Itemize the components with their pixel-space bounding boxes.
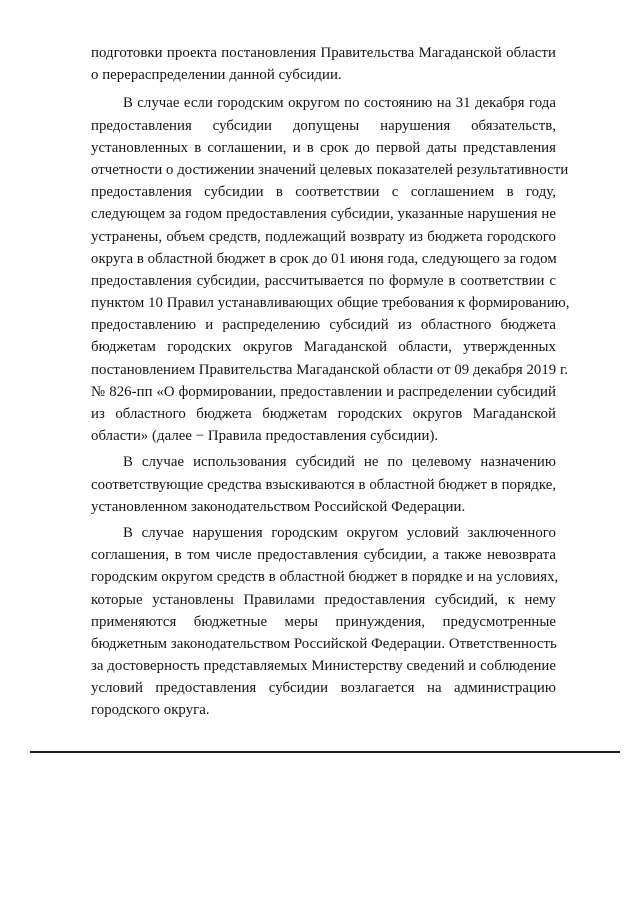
text-line: из областного бюджета бюджетам городских округов Магаданской bbox=[91, 406, 556, 422]
text-line: установленном законодательством Российской Федерации. bbox=[91, 498, 466, 515]
text-line: отчетности о достижении значений целевых показателей результативности bbox=[91, 161, 569, 178]
text-line: условий предоставления субсидии возлагается на администрацию bbox=[91, 680, 556, 697]
text-line: устранены, объем средств, подлежащий возврату из бюджета городского bbox=[91, 228, 556, 245]
text-line: предоставления субсидии в соответствии с соглашением в году, bbox=[91, 184, 556, 201]
text-line: бюджетам городских округов Магаданской области, утвержденных bbox=[91, 339, 556, 356]
text-line: применяются бюджетные меры принуждения, предусмотренные bbox=[91, 613, 556, 630]
horizontal-divider bbox=[30, 751, 620, 753]
text-line: предоставления субсидии, рассчитывается по формуле в соответствии с bbox=[91, 272, 556, 289]
text-line: которые установлены Правилами предоставления субсидий, к нему bbox=[91, 591, 556, 608]
text-line: округа в областной бюджет в срок до 01 июня года, следующего за годом bbox=[91, 250, 557, 267]
text-line: В случае нарушения городским округом условий заключенного bbox=[123, 524, 556, 541]
text-line: о перераспределении данной субсидии. bbox=[91, 67, 342, 84]
text-line: городского округа. bbox=[91, 702, 210, 719]
paragraph bbox=[91, 451, 556, 518]
paragraph bbox=[91, 42, 556, 86]
text-line: соответствующие средства взыскиваются в областной бюджет в порядке, bbox=[91, 476, 557, 493]
text-line: пунктом 10 Правил устанавливающих общие требования к формированию, bbox=[91, 295, 570, 312]
text-line: соглашения, в том числе предоставления субсидии, а также невозврата bbox=[91, 547, 556, 564]
text-line: области» (далее − Правила предоставления субсидии). bbox=[91, 428, 439, 445]
text-line: постановлением Правительства Магаданской области от 09 декабря 2019 г. bbox=[91, 361, 569, 378]
text-line: следующем за годом предоставления субсидии, указанные нарушения не bbox=[91, 206, 556, 223]
text-line: за достоверность представляемых Министерству сведений и соблюдение bbox=[91, 658, 556, 675]
paragraph bbox=[91, 92, 570, 447]
document-body bbox=[91, 42, 570, 722]
text-line: бюджетным законодательством Российской Федерации. Ответственность bbox=[91, 635, 557, 652]
text-line: подготовки проекта постановления Правительства Магаданской области bbox=[91, 45, 556, 61]
text-line: городским округом средств в областной бюджет в порядке и на условиях, bbox=[91, 569, 559, 586]
text-line: предоставлению и распределению субсидий из областного бюджета bbox=[91, 317, 556, 334]
text-line: предоставления субсидии допущены нарушения обязательств, bbox=[91, 117, 556, 134]
paragraph bbox=[91, 522, 559, 722]
text-line: В случае использования субсидий не по целевому назначению bbox=[123, 454, 556, 471]
text-line: В случае если городским округом по состоянию на 31 декабря года bbox=[123, 95, 556, 112]
text-line: установленных в соглашении, и в срок до первой даты представления bbox=[91, 139, 556, 156]
text-line: № 826-пп «О формировании, предоставлении и распределении субсидий bbox=[91, 383, 556, 400]
